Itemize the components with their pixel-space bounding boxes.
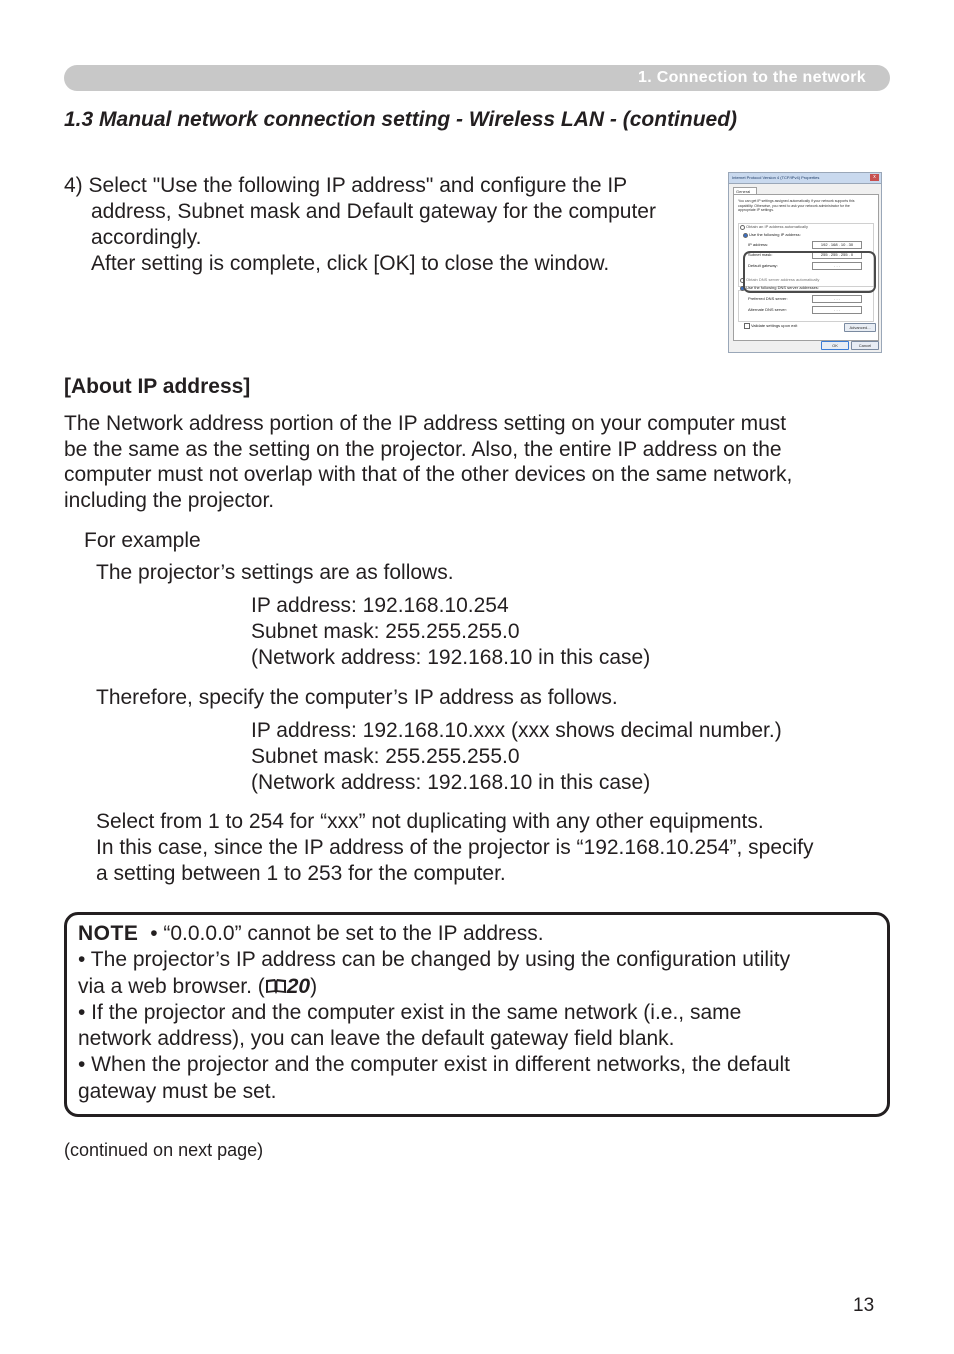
ip-fields-highlight	[743, 251, 876, 293]
alternate-dns-field: . . .	[812, 306, 862, 314]
about-paragraph-line-1: The Network address portion of the IP address setting on your computer must	[64, 412, 787, 435]
book-icon	[265, 976, 287, 993]
computer-subnet-mask: Subnet mask: 255.255.255.0	[251, 745, 520, 768]
select-range-line-1: Select from 1 to 254 for “xxx” not duplicating with any other equipments.	[96, 810, 764, 833]
subnet-mask-field: 255 . 255 . 255 . 0	[812, 251, 862, 259]
projector-subnet-mask: Subnet mask: 255.255.255.0	[251, 620, 520, 643]
advanced-button: Advanced...	[844, 323, 876, 332]
note-item-4: • When the projector and the computer exist in different networks, the default	[78, 1053, 791, 1077]
for-example-label: For example	[84, 529, 201, 552]
dialog-panel	[733, 194, 879, 341]
about-paragraph-line-2: be the same as the setting on the projector. Also, the entire IP address on the	[64, 437, 782, 461]
ok-button: OK	[821, 341, 849, 350]
dialog-intro-text: You can get IP settings assigned automatically if your network supports this capability. Otherwise, you need to ask your network administrator for the appropriate IP settings.	[738, 199, 855, 212]
validate-checkbox	[744, 323, 750, 329]
preferred-dns-field: . . .	[812, 295, 862, 303]
radio-use-following-dns-label: Use the following DNS server addresses:	[746, 285, 819, 290]
continued-note: (continued on next page)	[64, 1140, 264, 1160]
about-ip-title: [About IP address]	[64, 375, 251, 398]
note-item-3: • If the projector and the computer exist in the same network (i.e., same	[78, 1000, 742, 1024]
tcpip-properties-dialog-screenshot	[728, 172, 882, 353]
step-4-line-2: address, Subnet mask and Default gateway for the computer	[91, 200, 656, 223]
radio-obtain-dns-auto-label: Obtain DNS server address automatically	[746, 277, 820, 282]
select-range-text	[96, 809, 814, 887]
step-4	[64, 173, 656, 277]
step-4-line-1: 4) Select "Use the following IP address" and configure the IP	[64, 174, 628, 197]
select-range-line-3: a setting between 1 to 253 for the computer.	[96, 862, 506, 885]
step-4-line-3: accordingly.	[91, 226, 202, 249]
note-label: NOTE	[78, 922, 139, 945]
note-item-4-cont: gateway must be set.	[78, 1079, 277, 1103]
alternate-dns-label: Alternate DNS server:	[748, 307, 787, 312]
about-ip-paragraph	[64, 411, 792, 513]
projector-network-address: (Network address: 192.168.10 in this case)	[251, 646, 651, 669]
dialog-title-bar	[729, 173, 881, 184]
projector-settings-list	[251, 593, 650, 671]
projector-settings-intro: The projector’s settings are as follows.	[96, 561, 454, 584]
radio-obtain-ip-auto-label: Obtain an IP address automatically	[746, 224, 808, 229]
about-paragraph-line-3: computer must not overlap with that of the other devices on the same network,	[64, 463, 793, 486]
note-item-1: • “0.0.0.0” cannot be set to the IP address.	[150, 922, 544, 945]
dialog-tab-general: General	[733, 187, 757, 195]
preferred-dns-label: Preferred DNS server:	[748, 296, 788, 301]
default-gateway-field: . . .	[812, 262, 862, 270]
default-gateway-label: Default gateway:	[748, 263, 778, 268]
dialog-title: Internet Protocol Version 4 (TCP/IPv4) Properties	[732, 175, 820, 180]
select-range-line-2: In this case, since the IP address of the projector is “192.168.10.254”, specify	[96, 836, 814, 859]
note-item-2: • The projector’s IP address can be changed by using the configuration utility	[78, 948, 791, 972]
about-paragraph-line-4: including the projector.	[64, 488, 275, 512]
radio-obtain-ip-auto	[740, 225, 745, 230]
note-item-3-cont: network address), you can leave the default gateway field blank.	[78, 1027, 675, 1051]
computer-network-address: (Network address: 192.168.10 in this case)	[251, 771, 651, 794]
ip-address-label: IP address:	[748, 242, 769, 247]
subnet-mask-label: Subnet mask:	[748, 252, 773, 257]
validate-checkbox-label: Validate settings upon exit	[751, 323, 798, 328]
page-number: 13	[853, 1295, 875, 1316]
radio-use-following-ip-label: Use the following IP address:	[749, 232, 801, 237]
section-title: 1.3 Manual network connection setting - Wireless LAN - (continued)	[64, 108, 738, 131]
computer-ip-address: IP address: 192.168.10.xxx (xxx shows decimal number.)	[251, 719, 782, 742]
note-item-2-cont	[78, 974, 790, 1000]
cancel-button: Cancel	[851, 341, 879, 350]
note-box	[64, 912, 890, 1117]
radio-use-following-ip	[743, 233, 748, 238]
note-item-2-cont-text: via a web browser. (	[78, 974, 265, 998]
ip-address-field: 192 . 168 . 10 . 30	[812, 241, 862, 249]
computer-settings-list	[251, 718, 782, 796]
chapter-header-text: 1. Connection to the network	[638, 69, 866, 86]
note-text	[78, 921, 790, 1105]
computer-settings-intro: Therefore, specify the computer’s IP address as follows.	[96, 686, 618, 709]
step-4-line-4: After setting is complete, click [OK] to close the window.	[91, 252, 610, 275]
chapter-header-bar	[64, 65, 890, 91]
projector-ip-address: IP address: 192.168.10.254	[251, 594, 509, 617]
note-line-1	[78, 921, 790, 947]
note-item-2-close: )	[310, 974, 318, 998]
close-icon: x	[870, 174, 879, 181]
page-reference[interactable]: 20	[286, 974, 311, 998]
